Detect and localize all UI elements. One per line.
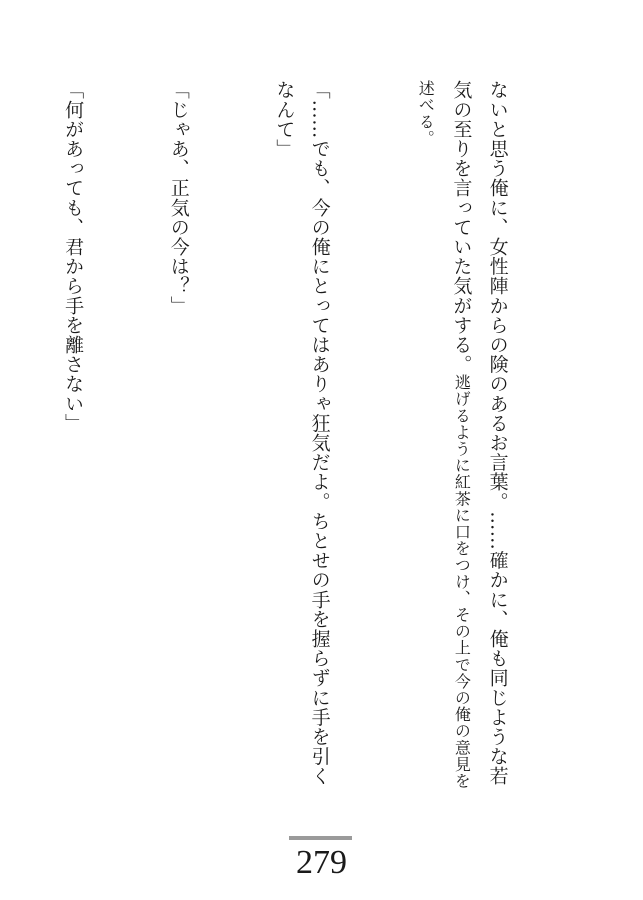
page-number-rule <box>289 836 352 840</box>
dialogue-1: 「……でも、今の俺にとってはありゃ狂気だよ。ちとせの手を握らずに手を引くなんて」 <box>273 80 331 786</box>
vertical-text-body <box>0 80 585 800</box>
dialogue-3: 「何があっても、君から手を離さない」 <box>62 80 85 433</box>
paragraph-1: ないと思う俺に、女性陣からの険のあるお言葉。……確かに、俺も同じような若気の至りを言っていた気がする。逃げるように紅茶に口をつけ、その上で今の俺の意見を述べる。 <box>416 80 509 789</box>
page-number: 279 <box>296 844 347 881</box>
dialogue-2: 「じゃあ、正気の今は？」 <box>167 80 190 316</box>
paragraph-2: 逃げるように紅茶に口をつけ、その上で今の俺の意見を述べる。 <box>416 80 472 789</box>
